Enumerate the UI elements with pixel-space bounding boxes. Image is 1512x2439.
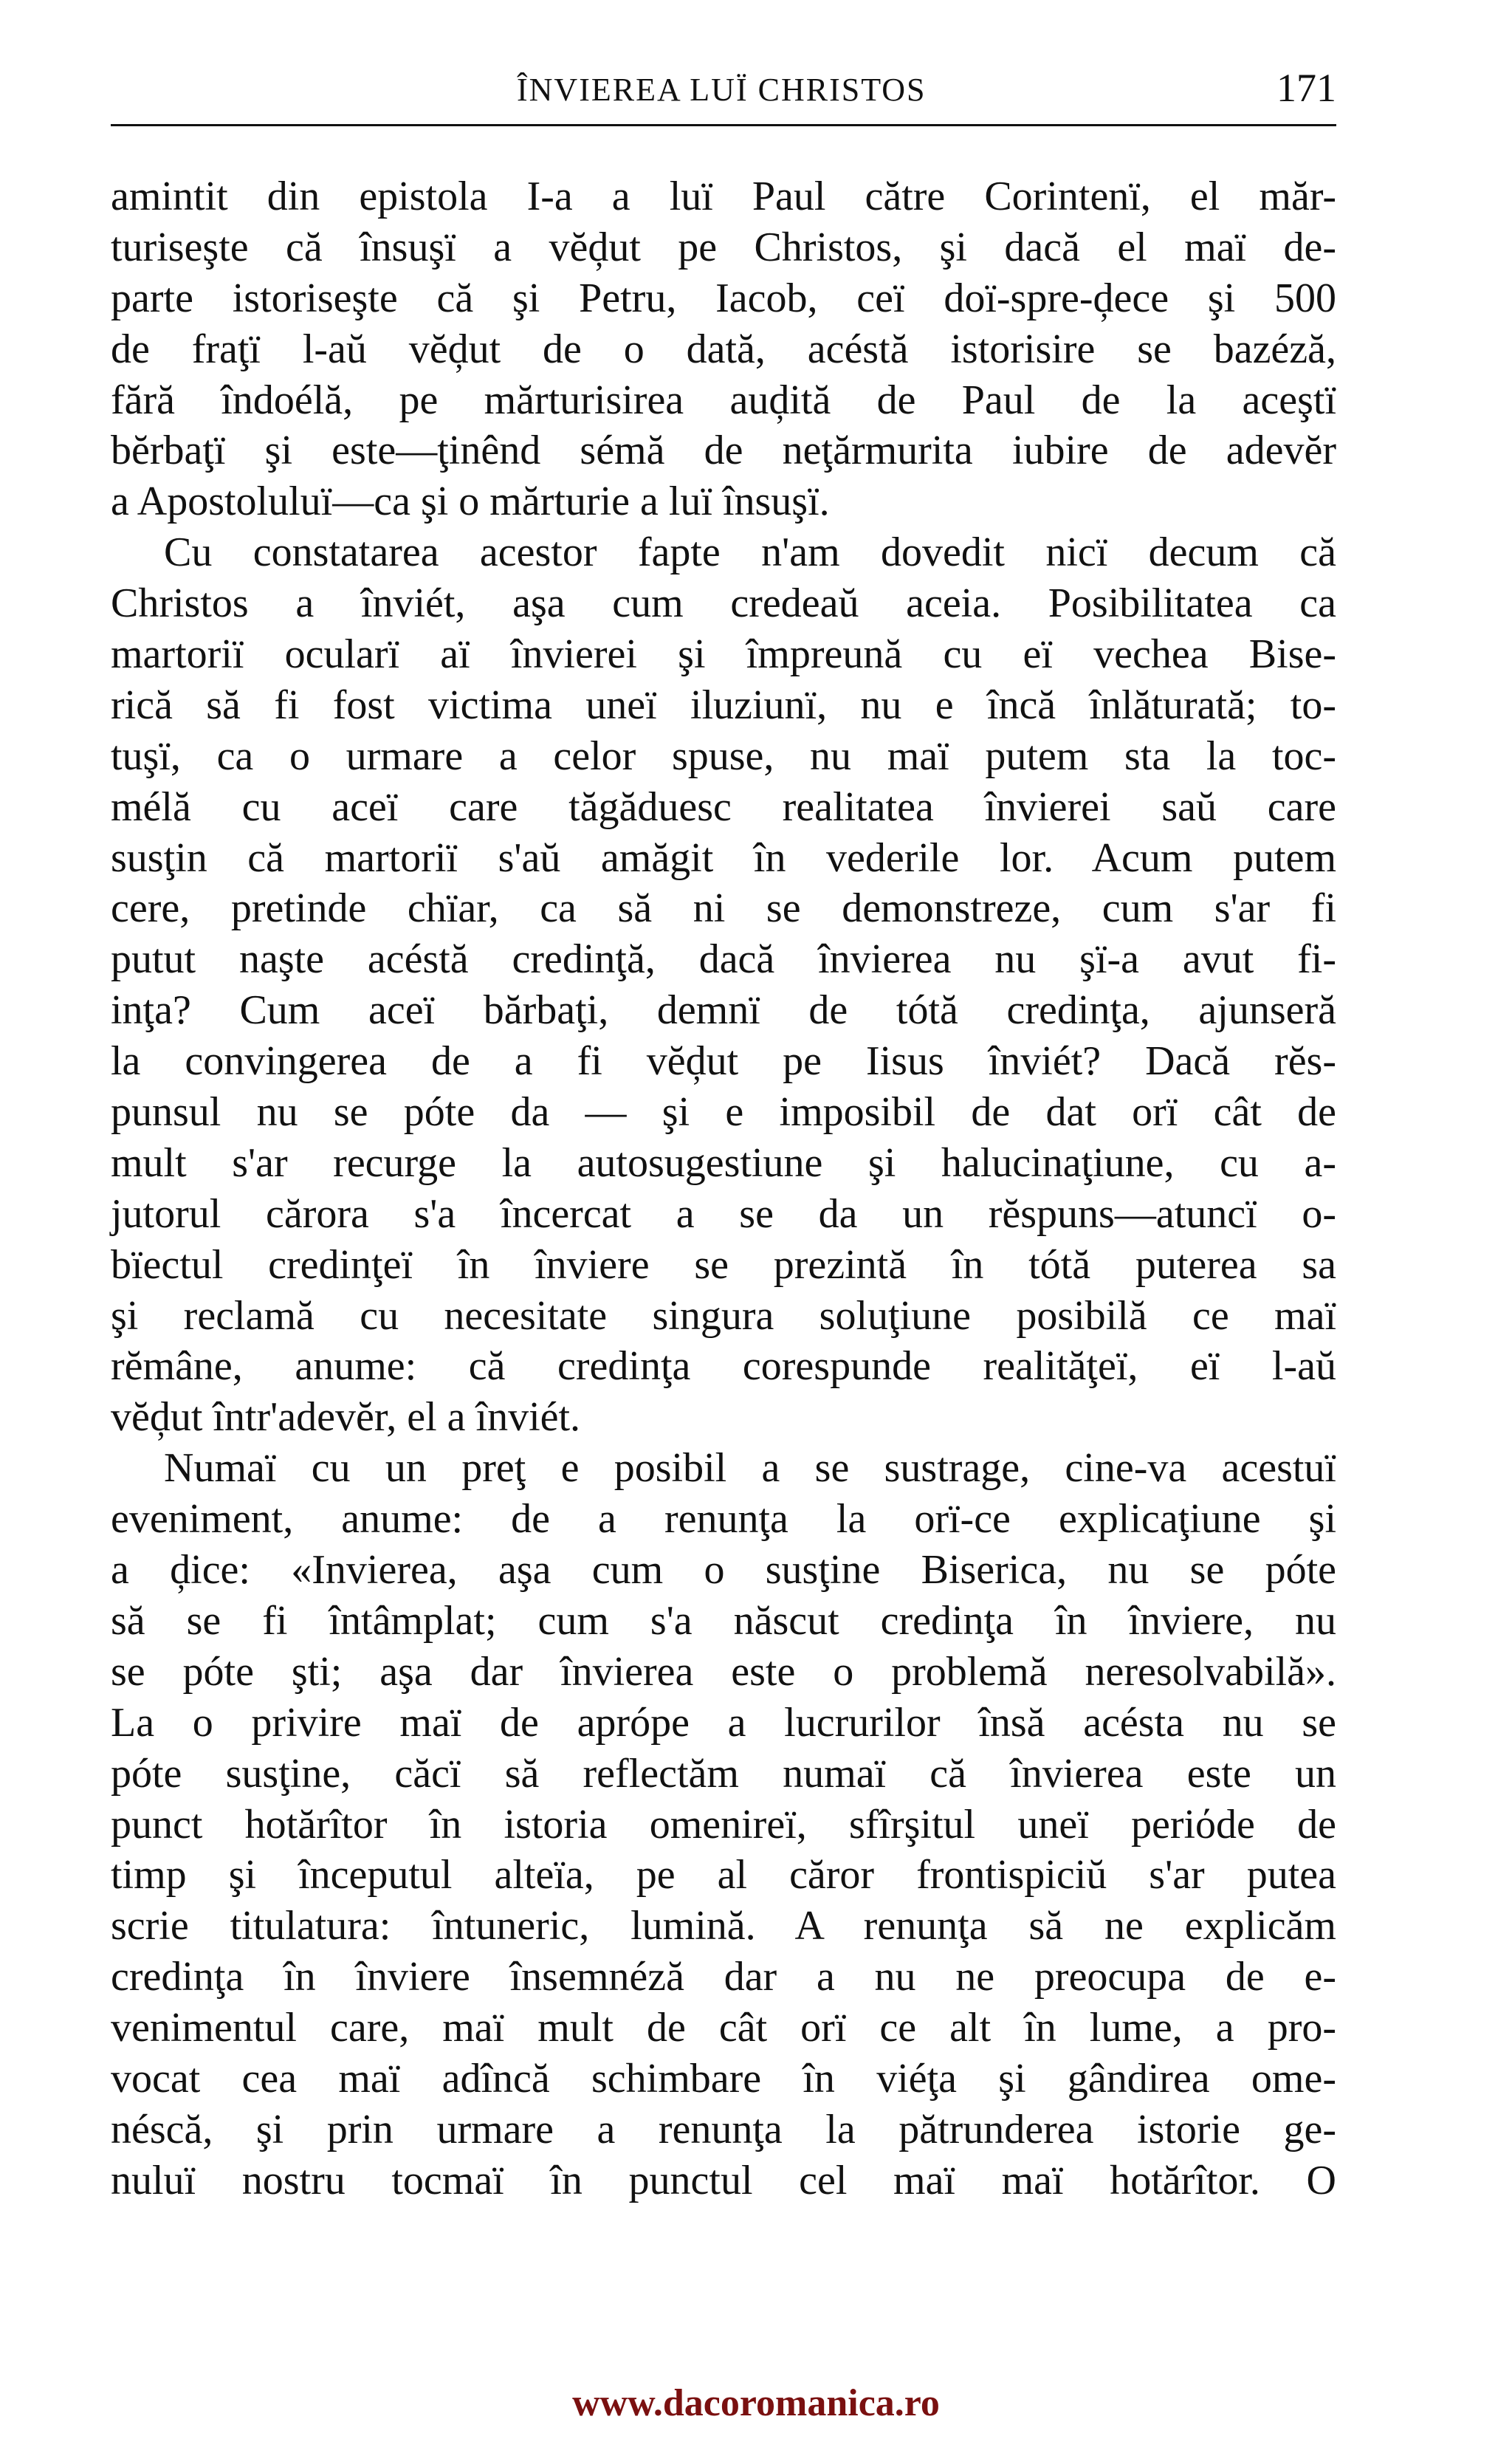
text-line: mult s'ar recurge la autosugestiune şi halucinaţiune, cu a-	[111, 1139, 1336, 1186]
text-line: turiseşte că însuşï a vĕḑut pe Christos, şi dacă el maï de-	[111, 224, 1336, 270]
text-line: póte susţine, căcï să reflectăm numaï că învierea este un	[111, 1750, 1336, 1797]
text-line: de fraţï l-aŭ vĕḑut de o dată, acéstă istorisire se bazéză,	[111, 326, 1336, 372]
text-line: bïectul credinţeï în înviere se prezintă în tótă puterea sa	[111, 1241, 1336, 1288]
text-line: susţin că martoriï s'aŭ amăgit în vederile lor. Acum putem	[111, 834, 1336, 881]
text-line: Cu constatarea acestor fapte n'am dovedit nicï decum că	[164, 529, 1336, 576]
text-line: tuşï, ca o urmare a celor spuse, nu maï putem sta la toc-	[111, 733, 1336, 779]
running-header	[111, 65, 1336, 124]
text-line: cere, pretinde chïar, ca să ni se demonstreze, cum s'ar fi	[111, 885, 1336, 932]
text-line: scrie titulatura: întuneric, lumină. A renunţa să ne explicăm	[111, 1903, 1336, 1949]
paragraph	[111, 171, 1336, 527]
text-line: fără îndoélă, pe mărturisirea auḑită de Paul de la aceştï	[111, 377, 1336, 423]
text-line: credinţa în înviere însemnéză dar a nu ne preocupa de e-	[111, 1954, 1336, 2000]
text-line: parte istoriseşte că şi Petru, Iacob, ceï doï-spre-ḑece şi 500	[111, 275, 1336, 321]
text-line: La o privire maï de aprópe a lucrurilor însă acésta nu se	[111, 1699, 1336, 1746]
text-line: Numaï cu un preţ e posibil a se sustrage, cine-va acestuï	[164, 1445, 1336, 1492]
text-line: vocat cea maï adîncă schimbare în viéţa şi gândirea ome-	[111, 2055, 1336, 2102]
text-line: punsul nu se póte da — şi e imposibil de dat orï cât de	[111, 1089, 1336, 1136]
text-line: la convingerea de a fi vĕḑut pe Iisus înviét? Dacă rĕs-	[111, 1038, 1336, 1085]
text-line: rĕmâne, anume: că credinţa corespunde realităţeï, eï l-aŭ	[111, 1343, 1336, 1390]
text-line: Christos a înviét, aşa cum credeaŭ aceia. Posibilitatea ca	[111, 580, 1336, 627]
text-line: a Apostoluluï—ca şi o mărturie a luï însuşï.	[111, 478, 830, 525]
text-line: timp şi începutul alteïa, pe al căror frontispiciŭ s'ar putea	[111, 1852, 1336, 1898]
text-line: vĕḑut într'adevĕr, el a înviét.	[111, 1394, 581, 1441]
text-line: punct hotărîtor în istoria omenireï, sfîrşitul uneï periόde de	[111, 1801, 1336, 1848]
text-line: amintit din epistola I-a a luï Paul către Corintenï, el măr-	[111, 174, 1336, 219]
text-line: putut naşte acéstă credinţă, dacă învierea nu şï-a avut fi-	[111, 936, 1336, 983]
footer-watermark: www.dacoromanica.ro	[572, 2382, 940, 2424]
text-line: jutorul cărora s'a încercat a se da un rĕspuns—atuncï o-	[111, 1190, 1336, 1237]
text-line: venimentul care, maï mult de cât orï ce alt în lume, a pro-	[111, 2005, 1336, 2051]
body-text	[111, 171, 1336, 2206]
text-line: inţa? Cum aceï bărbaţi, demnï de tótă credinţa, ajunseră	[111, 987, 1336, 1034]
text-line: bĕrbaţï şi este—ţinênd sémă de neţărmurita iubire de adevĕr	[111, 428, 1336, 474]
text-line: nuluï nostru tocmaï în punctul cel maï maï hotărîtor. O	[111, 2157, 1336, 2203]
header-rule	[111, 124, 1336, 126]
text-line: se póte şti; aşa dar învierea este o problemă neresolvabilă».	[111, 1648, 1336, 1695]
text-line: martoriï ocularï aï învierei şi împreună cu eï vechea Bise-	[111, 631, 1336, 678]
text-line: néscă, şi prin urmare a renunţa la pătrunderea istorie ge-	[111, 2106, 1336, 2152]
text-line: mélă cu aceï care tăgăduesc realitatea învierei saŭ care	[111, 783, 1336, 830]
paragraph	[111, 1443, 1336, 2206]
text-line: a ḑice: «Invierea, aşa cum o susţine Biserica, nu se póte	[111, 1547, 1336, 1594]
page-number: 171	[1276, 66, 1336, 110]
text-line: şi reclamă cu necesitate singura soluţiune posibilă ce maï	[111, 1292, 1336, 1339]
paragraph	[111, 527, 1336, 1443]
text-line: eveniment, anume: de a renunţa la orï-ce explicaţiune şi	[111, 1496, 1336, 1543]
text-line: rică să fi fost victima uneï iluziunï, nu e încă înlăturată; to-	[111, 682, 1336, 728]
running-title: ÎNVIEREA LUÏ CHRISTOS	[517, 72, 927, 108]
text-line: să se fi întâmplat; cum s'a născut credinţa în înviere, nu	[111, 1597, 1336, 1644]
